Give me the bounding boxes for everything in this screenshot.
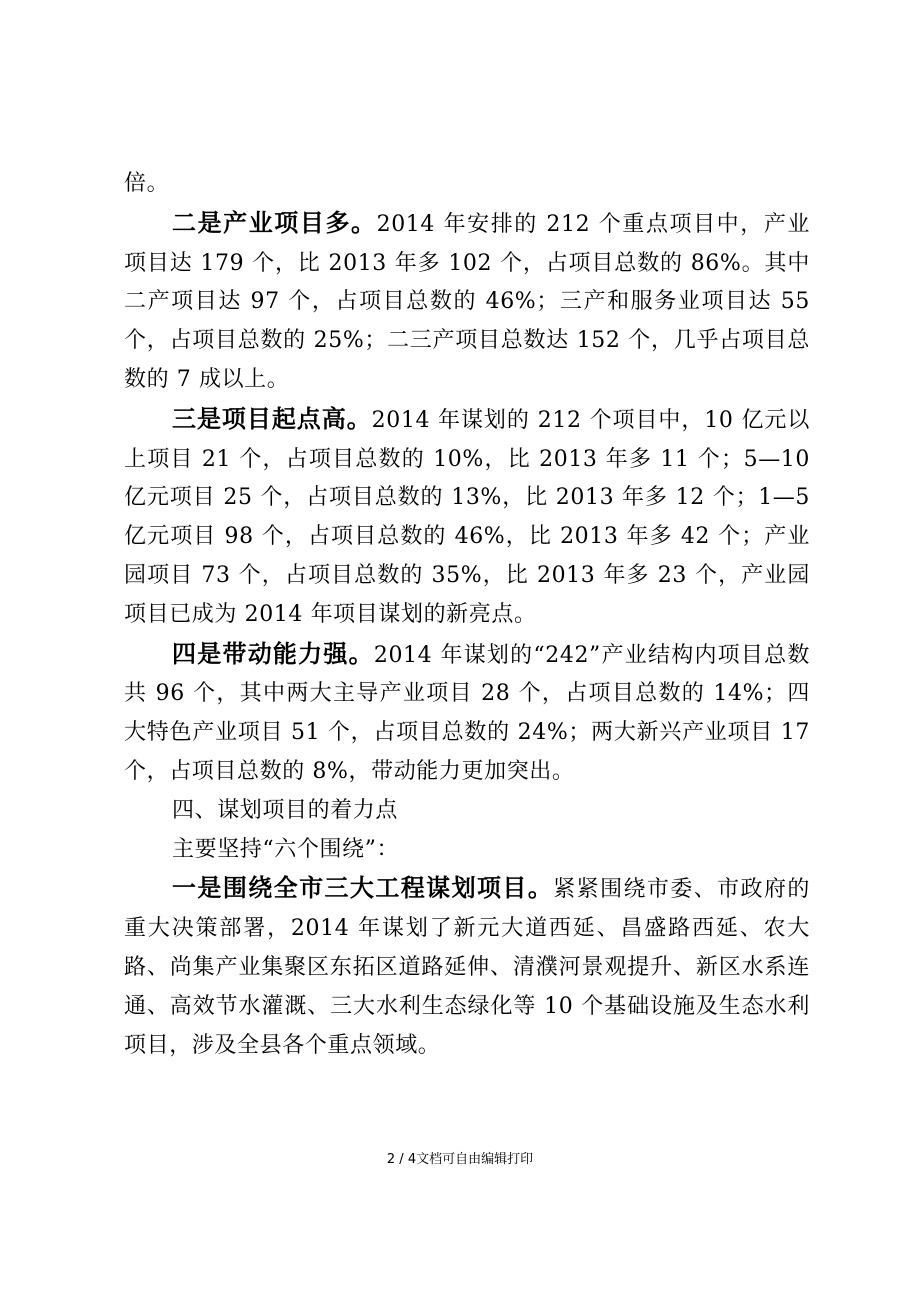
paragraph-six-focus xyxy=(124,831,810,870)
paragraph-text: 主要坚持“六个围绕”： xyxy=(172,836,400,862)
paragraph-three-projects xyxy=(124,869,810,1065)
paragraph-lead-heading: 二是产业项目多。 xyxy=(172,208,377,237)
paragraph-lead-heading: 三是项目起点高。 xyxy=(172,404,372,433)
paragraph-text: 倍。 xyxy=(124,171,170,196)
paragraph-industrial-projects xyxy=(124,204,810,400)
paragraph-continuation xyxy=(124,165,810,204)
paragraph-text: 紧紧围绕市委、市政府的重大决策部署，2014 年谋划了新元大道西延、昌盛路西延、农大路、尚集产业集聚区东拓区道路延伸、清濮河景观提升、新区水系连通、高效节水灌溉、三大水利生态绿化等 10 个基础设施及生态水利项目，涉及全县各个重点领域。 xyxy=(124,877,810,1058)
paragraph-high-starting-point xyxy=(124,400,810,635)
section-heading xyxy=(124,792,810,831)
paragraph-driving-capacity xyxy=(124,635,810,792)
page-footer: 2 / 4文档可自由编辑打印 xyxy=(386,1152,534,1167)
section-heading-text: 四、谋划项目的着力点 xyxy=(172,797,399,823)
paragraph-lead-heading: 四是带动能力强。 xyxy=(172,639,374,668)
paragraph-text: 2014 年安排的 212 个重点项目中，产业项目达 179 个，比 2013 年多 102 个，占项目总数的 86%。其中二产项目达 97 个，占项目总数的 46%；三产和服务业项目达 55 个，占项目总数的 25%；二三产项目总数达 152 个，几乎占项目总数的 7 成以上。 xyxy=(124,211,810,392)
paragraph-text: 2014 年谋划的“242”产业结构内项目总数共 96 个，其中两大主导产业项目 28 个，占项目总数的 14%；四大特色产业项目 51 个，占项目总数的 24%；两大新兴产业项目 17 个，占项目总数的 8%，带动能力更加突出。 xyxy=(124,642,810,784)
document-body xyxy=(124,165,810,1065)
paragraph-text: 2014 年谋划的 212 个项目中，10 亿元以上项目 21 个，占项目总数的 10%，比 2013 年多 11 个；5—10 亿元项目 25 个，占项目总数的 13%，比 2013 年多 12 个；1—5 亿元项目 98 个，占项目总数的 46%，比 2013 年多 42 个；产业园项目 73 个，占项目总数的 35%，比 2013 年多 23 个，产业园项目已成为 2014 年项目谋划的新亮点。 xyxy=(124,407,810,627)
paragraph-lead-heading: 一是围绕全市三大工程谋划项目。 xyxy=(172,874,554,903)
